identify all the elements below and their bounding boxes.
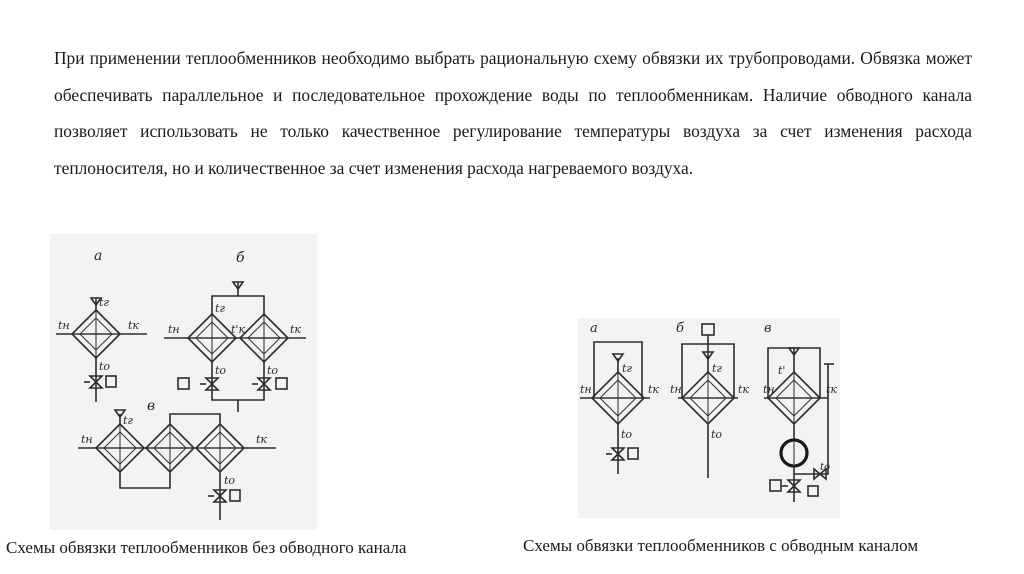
label-a: а <box>94 248 103 264</box>
label-tk: tк <box>648 383 659 396</box>
label-tk: tк <box>826 383 837 396</box>
label-v: в <box>764 321 772 336</box>
figure-with-bypass <box>578 318 840 518</box>
label-b: б <box>676 321 684 336</box>
label-a: а <box>590 321 598 336</box>
label-to: tо <box>215 364 227 377</box>
label-tg: tг <box>215 302 225 315</box>
label-v: в <box>147 398 156 414</box>
label-tn: tн <box>580 383 592 396</box>
label-tk-prime: t'к <box>231 323 246 336</box>
label-b: б <box>236 250 245 266</box>
scheme-v-without-bypass <box>78 398 276 520</box>
label-to: tо <box>99 360 111 373</box>
label-t-prime: t' <box>778 364 786 377</box>
label-tn: tн <box>670 383 682 396</box>
caption-with-bypass: Схемы обвязки теплообменников с обводным каналом <box>523 536 919 555</box>
label-to: tо <box>711 428 723 441</box>
label-tg: tг <box>622 362 632 375</box>
intro-paragraph: При применении теплообменников необходимо выбрать рациональную схему обвязки их трубопроводами. Обвязка может обеспечивать параллельное и последовательное прохождение воды по теплообменникам. Наличие обводного канала позволяет использовать не только качественное регулирование температуры воздуха за счет изменения расхода теплоносителя, но и количественное за счет изменения расхода нагреваемого воздуха. <box>54 48 972 178</box>
label-tn: tн <box>763 383 775 396</box>
label-tk: tк <box>738 383 749 396</box>
label-tg: tг <box>712 362 722 375</box>
scheme-a-with-bypass <box>580 321 659 474</box>
caption-without-bypass: Схемы обвязки теплообменников без обводного канала <box>6 538 407 557</box>
label-tg: tг <box>99 296 109 309</box>
diagram-without-bypass <box>50 234 317 530</box>
label-to: tо <box>224 474 236 487</box>
label-tn: tн <box>168 323 180 336</box>
scheme-a-without-bypass <box>56 248 147 402</box>
diagram-with-bypass <box>578 318 840 518</box>
label-to: tо <box>621 428 633 441</box>
label-tk: tк <box>256 433 267 446</box>
label-tg: tг <box>123 414 133 427</box>
scheme-b-without-bypass <box>164 250 306 412</box>
scheme-v-with-bypass <box>763 321 837 502</box>
figure-without-bypass <box>50 234 317 530</box>
label-tk: tк <box>128 319 139 332</box>
label-to: tо <box>820 462 831 473</box>
label-tn: tн <box>58 319 70 332</box>
scheme-b-with-bypass <box>670 321 749 478</box>
label-tk: tк <box>290 323 301 336</box>
label-to: tо <box>267 364 279 377</box>
label-tn: tн <box>81 433 93 446</box>
